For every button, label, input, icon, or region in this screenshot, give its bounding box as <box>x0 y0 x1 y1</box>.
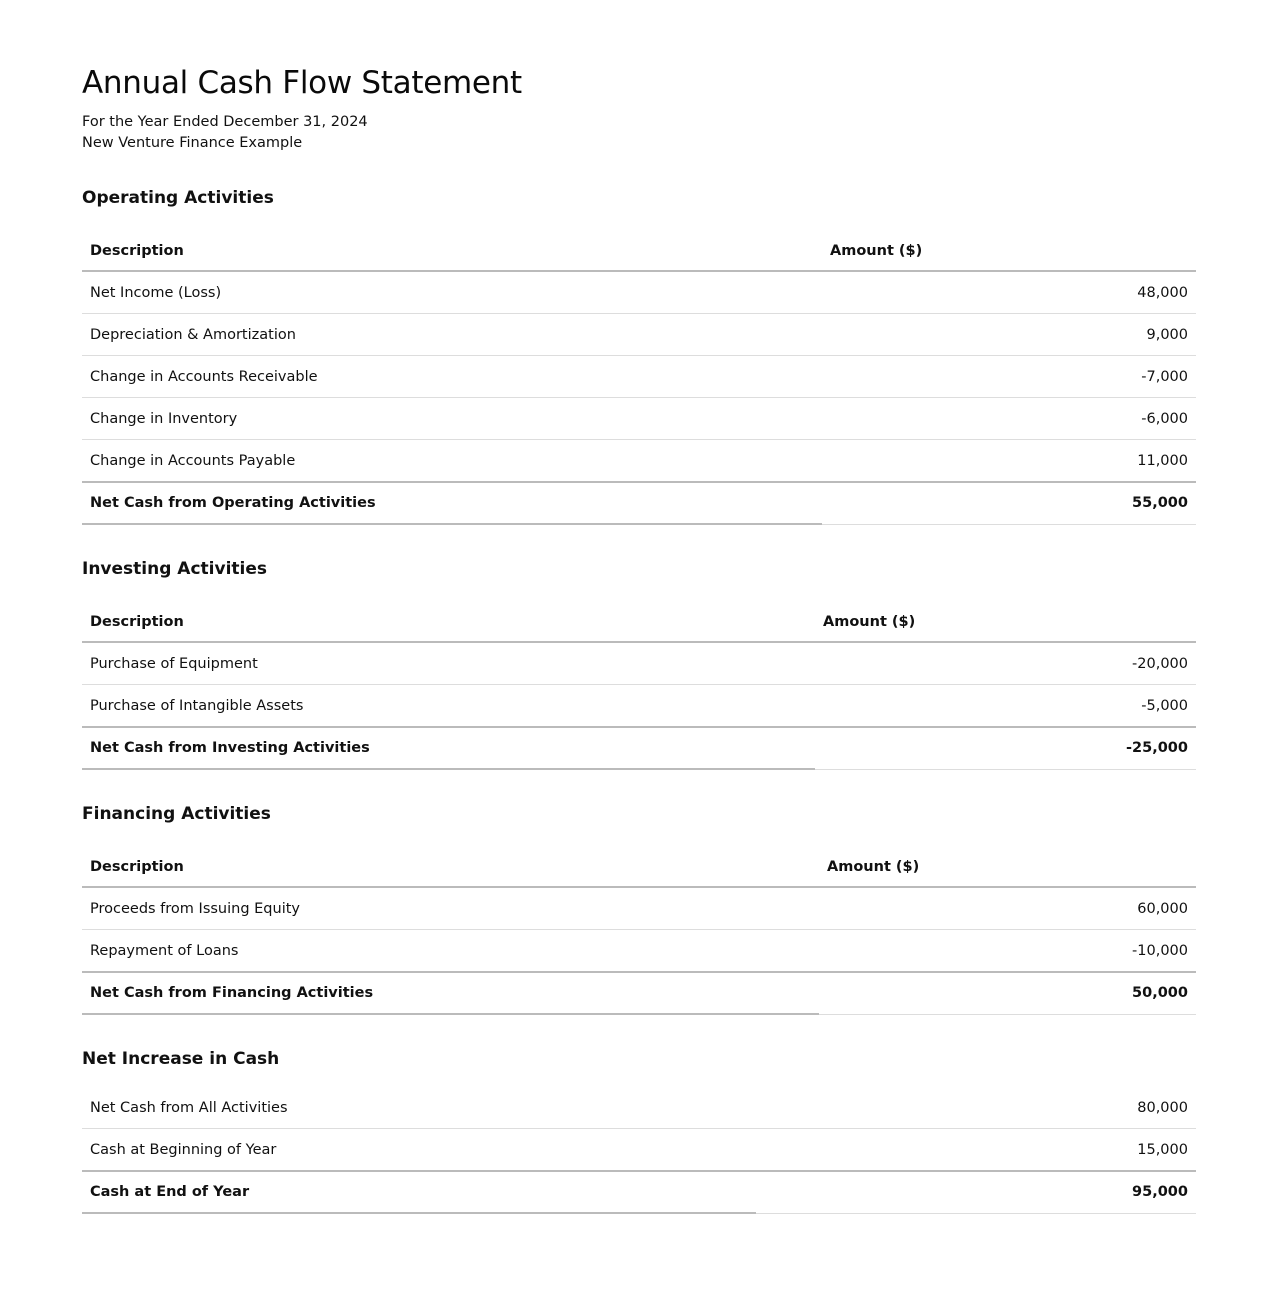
row-amount: -20,000 <box>815 642 1196 685</box>
operating-table <box>82 232 1196 525</box>
section-title-investing: Investing Activities <box>82 559 267 579</box>
column-header-amount: Amount ($) <box>819 848 1196 887</box>
row-label: Net Cash from All Activities <box>82 1087 756 1129</box>
row-label: Repayment of Loans <box>82 930 819 973</box>
column-header-amount: Amount ($) <box>822 232 1196 271</box>
net-increase-table <box>82 1087 1196 1214</box>
table-header-row <box>82 848 1196 887</box>
total-amount: -25,000 <box>815 727 1196 769</box>
cash-flow-statement <box>82 60 1196 1214</box>
row-label: Depreciation & Amortization <box>82 314 822 356</box>
row-label: Proceeds from Issuing Equity <box>82 887 819 930</box>
table-row <box>82 930 1196 973</box>
section-title-net-increase: Net Increase in Cash <box>82 1049 280 1069</box>
table-row <box>82 1129 1196 1172</box>
row-amount: -7,000 <box>822 356 1196 398</box>
row-amount: 9,000 <box>822 314 1196 356</box>
total-label: Cash at End of Year <box>82 1171 756 1213</box>
net-increase-section <box>82 1047 1196 1214</box>
section-title-operating: Operating Activities <box>82 188 274 208</box>
total-amount: 95,000 <box>756 1171 1196 1213</box>
company-name: New Venture Finance Example <box>82 135 303 151</box>
table-row <box>82 440 1196 483</box>
page-title: Annual Cash Flow Statement <box>82 65 522 101</box>
column-header-description: Description <box>82 603 815 642</box>
row-label: Change in Accounts Receivable <box>82 356 822 398</box>
total-label: Net Cash from Operating Activities <box>82 482 822 524</box>
table-row <box>82 314 1196 356</box>
table-row <box>82 1087 1196 1129</box>
investing-table <box>82 603 1196 770</box>
table-row <box>82 887 1196 930</box>
total-label: Net Cash from Investing Activities <box>82 727 815 769</box>
total-row <box>82 727 1196 769</box>
table-header-row <box>82 232 1196 271</box>
table-row <box>82 356 1196 398</box>
row-label: Cash at Beginning of Year <box>82 1129 756 1172</box>
table-header-row <box>82 603 1196 642</box>
row-amount: 80,000 <box>756 1087 1196 1129</box>
table-row <box>82 271 1196 314</box>
total-row <box>82 972 1196 1014</box>
section-title-financing: Financing Activities <box>82 804 271 824</box>
total-label: Net Cash from Financing Activities <box>82 972 819 1014</box>
investing-section <box>82 557 1196 770</box>
row-amount: 15,000 <box>756 1129 1196 1172</box>
row-label: Net Income (Loss) <box>82 271 822 314</box>
row-label: Change in Inventory <box>82 398 822 440</box>
total-amount: 50,000 <box>819 972 1196 1014</box>
row-amount: -5,000 <box>815 685 1196 728</box>
column-header-amount: Amount ($) <box>815 603 1196 642</box>
column-header-description: Description <box>82 232 822 271</box>
total-row <box>82 482 1196 524</box>
financing-table <box>82 848 1196 1015</box>
row-amount: -6,000 <box>822 398 1196 440</box>
row-amount: 48,000 <box>822 271 1196 314</box>
row-label: Purchase of Intangible Assets <box>82 685 815 728</box>
total-amount: 55,000 <box>822 482 1196 524</box>
table-row <box>82 398 1196 440</box>
row-label: Purchase of Equipment <box>82 642 815 685</box>
row-amount: 11,000 <box>822 440 1196 483</box>
row-amount: -10,000 <box>819 930 1196 973</box>
column-header-description: Description <box>82 848 819 887</box>
total-row <box>82 1171 1196 1213</box>
row-label: Change in Accounts Payable <box>82 440 822 483</box>
table-row <box>82 642 1196 685</box>
row-amount: 60,000 <box>819 887 1196 930</box>
financing-section <box>82 802 1196 1015</box>
operating-section <box>82 186 1196 525</box>
table-row <box>82 685 1196 728</box>
statement-header-info <box>82 112 1196 154</box>
statement-period: For the Year Ended December 31, 2024 <box>82 114 368 130</box>
